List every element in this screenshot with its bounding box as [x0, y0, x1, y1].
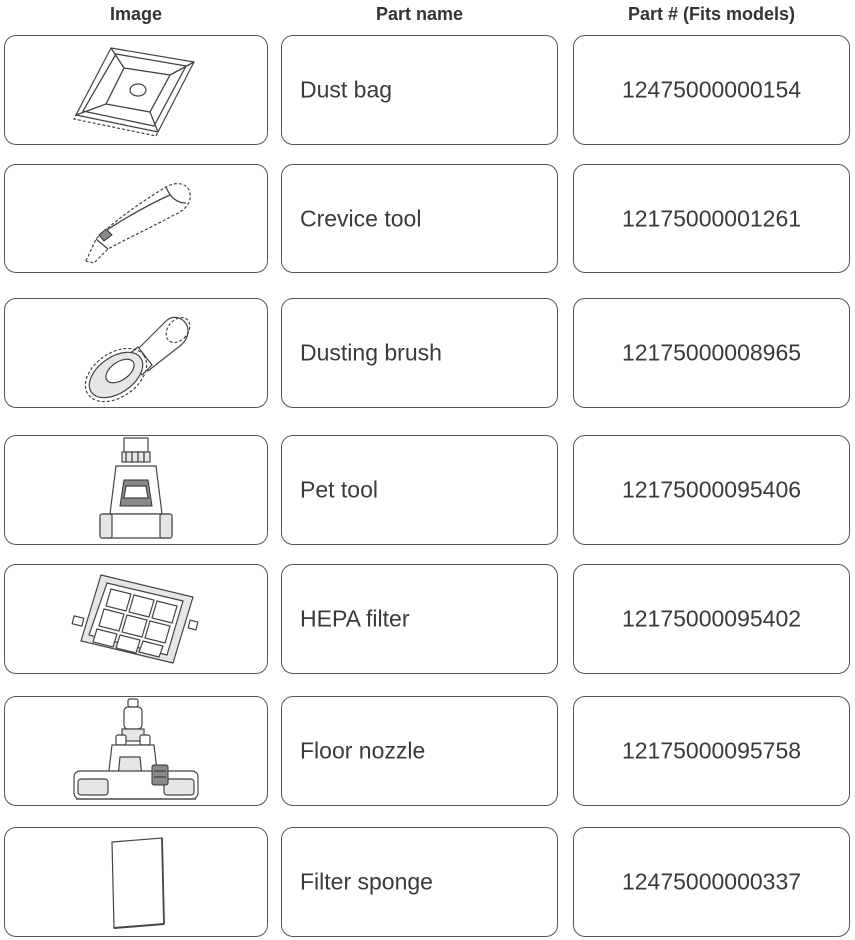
part-name: Filter sponge — [300, 868, 433, 895]
number-cell-hepa-filter — [573, 564, 850, 674]
image-cell-floor-nozzle — [4, 696, 268, 806]
part-number: 12175000001261 — [621, 205, 802, 231]
floor-nozzle-icon — [66, 697, 206, 805]
number-cell-dust-bag — [573, 35, 850, 145]
image-cell-pet-tool — [4, 435, 268, 545]
image-cell-dusting-brush — [4, 298, 268, 408]
crevice-tool-icon — [66, 169, 206, 269]
part-number: 12175000095402 — [621, 605, 802, 632]
part-name: Crevice tool — [300, 205, 422, 231]
number-cell-dusting-brush — [573, 298, 850, 408]
image-cell-hepa-filter — [4, 564, 268, 674]
filter-sponge-icon — [86, 832, 186, 932]
header-part-number: Part # (Fits models) — [627, 4, 796, 24]
part-name: Dusting brush — [300, 339, 442, 366]
image-cell-filter-sponge — [4, 827, 268, 937]
header-image: Image — [109, 4, 163, 24]
name-cell-filter-sponge — [281, 827, 558, 937]
name-cell-dusting-brush — [281, 298, 558, 408]
pet-tool-icon — [86, 436, 186, 544]
hepa-filter-icon — [71, 569, 201, 669]
name-cell-floor-nozzle — [281, 696, 558, 806]
number-cell-filter-sponge — [573, 827, 850, 937]
number-cell-crevice-tool — [573, 164, 850, 273]
number-cell-floor-nozzle — [573, 696, 850, 806]
part-number: 12475000000154 — [621, 76, 802, 103]
image-cell-dust-bag — [4, 35, 268, 145]
number-cell-pet-tool — [573, 435, 850, 545]
part-number: 12175000008965 — [621, 339, 802, 366]
part-number: 12175000095758 — [621, 737, 802, 764]
name-cell-hepa-filter — [281, 564, 558, 674]
part-name: Dust bag — [300, 76, 393, 103]
name-cell-dust-bag — [281, 35, 558, 145]
header-part-name: Part name — [375, 4, 464, 24]
image-cell-crevice-tool — [4, 164, 268, 273]
part-number: 12175000095406 — [621, 476, 802, 503]
name-cell-pet-tool — [281, 435, 558, 545]
part-name: Pet tool — [300, 476, 378, 503]
part-name: HEPA filter — [300, 605, 410, 632]
part-number: 12475000000337 — [621, 868, 802, 895]
dusting-brush-icon — [66, 303, 206, 403]
name-cell-crevice-tool — [281, 164, 558, 273]
dust-bag-icon — [66, 40, 206, 140]
part-name: Floor nozzle — [300, 737, 426, 764]
